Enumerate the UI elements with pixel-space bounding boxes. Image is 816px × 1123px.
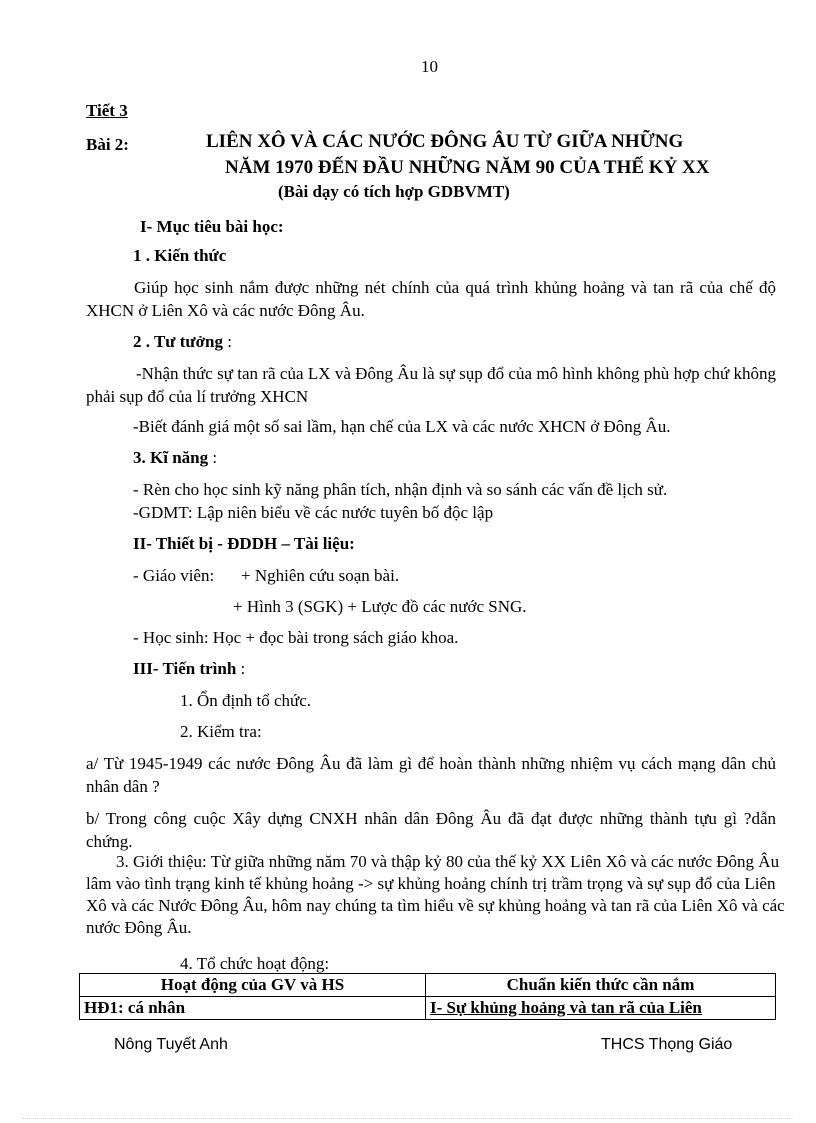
section-3-colon: : xyxy=(236,659,246,678)
footer-author: Nông Tuyết Anh xyxy=(114,1036,228,1053)
section-1-heading: I- Mục tiêu bài học: xyxy=(140,217,284,236)
attitude-text-1: -Nhận thức sự tan rã của LX và Đông Âu là sự sụp đổ của mô hình không phù hợp chứ không phải sụp đổ của lí trưởng XHCN xyxy=(86,364,776,406)
page-number: 10 xyxy=(421,57,438,76)
page-bottom-divider xyxy=(22,1118,794,1119)
question-b: b/ Trong công cuộc Xây dựng CNXH nhân dân Đông Âu đã đạt được những thành tựu gì ?dẫn chứng. xyxy=(86,809,776,851)
attitude-heading-wrap xyxy=(133,331,232,353)
skills-text-1: - Rèn cho học sinh kỹ năng phân tích, nhận định và so sánh các vấn đề lịch sử. xyxy=(133,480,668,499)
introduction-label: 3. Giới thiệu xyxy=(116,852,202,871)
table-header-cell: Chuẩn kiến thức cần nắm xyxy=(426,974,776,997)
section-2-heading: II- Thiết bị - ĐDDH – Tài liệu: xyxy=(133,534,355,553)
introduction-text: : Từ giữa những năm 70 và thập kỷ 80 của thế kỷ XX Liên Xô và các nước Đông Âu lâm vào tình trạng kinh tế khủng hoảng -> sự khủng hoảng chính trị trầm trọng và sự sụp đổ của Liên Xô và các Nước Đông Âu, hôm nay chúng ta tìm hiểu về sự khủng hoảng và tan rã của Liên Xô và các nước Đông Âu. xyxy=(86,852,785,937)
table-cell: HĐ1: cá nhân xyxy=(80,997,426,1020)
skills-heading-wrap xyxy=(133,447,217,469)
knowledge-text: Giúp học sinh nắm được những nét chính của quá trình khủng hoảng và tan rã của chế độ XHCN ở Liên Xô và các nước Đông Âu. xyxy=(86,278,776,320)
step-2: 2. Kiểm tra: xyxy=(180,722,262,741)
table-header-row xyxy=(80,974,776,997)
subtitle: (Bài dạy có tích hợp GDBVMT) xyxy=(278,182,510,201)
introduction-paragraph xyxy=(86,851,786,939)
question-a: a/ Từ 1945-1949 các nước Đông Âu đã làm gì để hoàn thành những nhiệm vụ cách mạng dân chủ nhân dân ? xyxy=(86,754,776,796)
activity-table xyxy=(79,973,776,1020)
footer-school: THCS Thọng Giáo xyxy=(601,1036,733,1053)
skills-colon: : xyxy=(208,448,218,467)
teacher-label: - Giáo viên: xyxy=(133,566,215,585)
table-cell: I- Sự khủng hoảng và tan rã của Liên xyxy=(426,997,776,1020)
teacher-item-2: + Hình 3 (SGK) + Lược đồ các nước SNG. xyxy=(233,597,527,616)
title-line-2: NĂM 1970 ĐẾN ĐẦU NHỮNG NĂM 90 CỦA THẾ KỶ XX xyxy=(225,157,710,178)
attitude-colon: : xyxy=(222,332,232,351)
skills-heading: 3. Kĩ năng xyxy=(133,448,209,467)
knowledge-heading: 1 . Kiến thức xyxy=(133,246,227,265)
attitude-heading: 2 . Tư tưởng xyxy=(133,332,223,351)
lesson-period: Tiết 3 xyxy=(86,101,128,120)
lesson-label: Bài 2: xyxy=(86,135,129,154)
student-text: - Học sinh: Học + đọc bài trong sách giáo khoa. xyxy=(133,628,459,647)
teacher-item-1: + Nghiên cứu soạn bài. xyxy=(241,566,400,585)
attitude-text-2: -Biết đánh giá một số sai lầm, hạn chế của LX và các nước XHCN ở Đông Âu. xyxy=(133,417,671,436)
step-4: 4. Tổ chức hoạt động: xyxy=(180,954,330,973)
section-3-heading: III- Tiến trình xyxy=(133,659,237,678)
step-1: 1. Ổn định tổ chức. xyxy=(180,691,312,710)
table-row xyxy=(80,997,776,1020)
skills-text-2: -GDMT: Lập niên biểu về các nước tuyên bố độc lập xyxy=(133,503,494,522)
section-3-heading-wrap xyxy=(133,658,245,680)
table-header-cell: Hoạt động của GV và HS xyxy=(80,974,426,997)
title-line-1: LIÊN XÔ VÀ CÁC NƯỚC ĐÔNG ÂU TỪ GIỮA NHỮNG xyxy=(206,131,684,152)
